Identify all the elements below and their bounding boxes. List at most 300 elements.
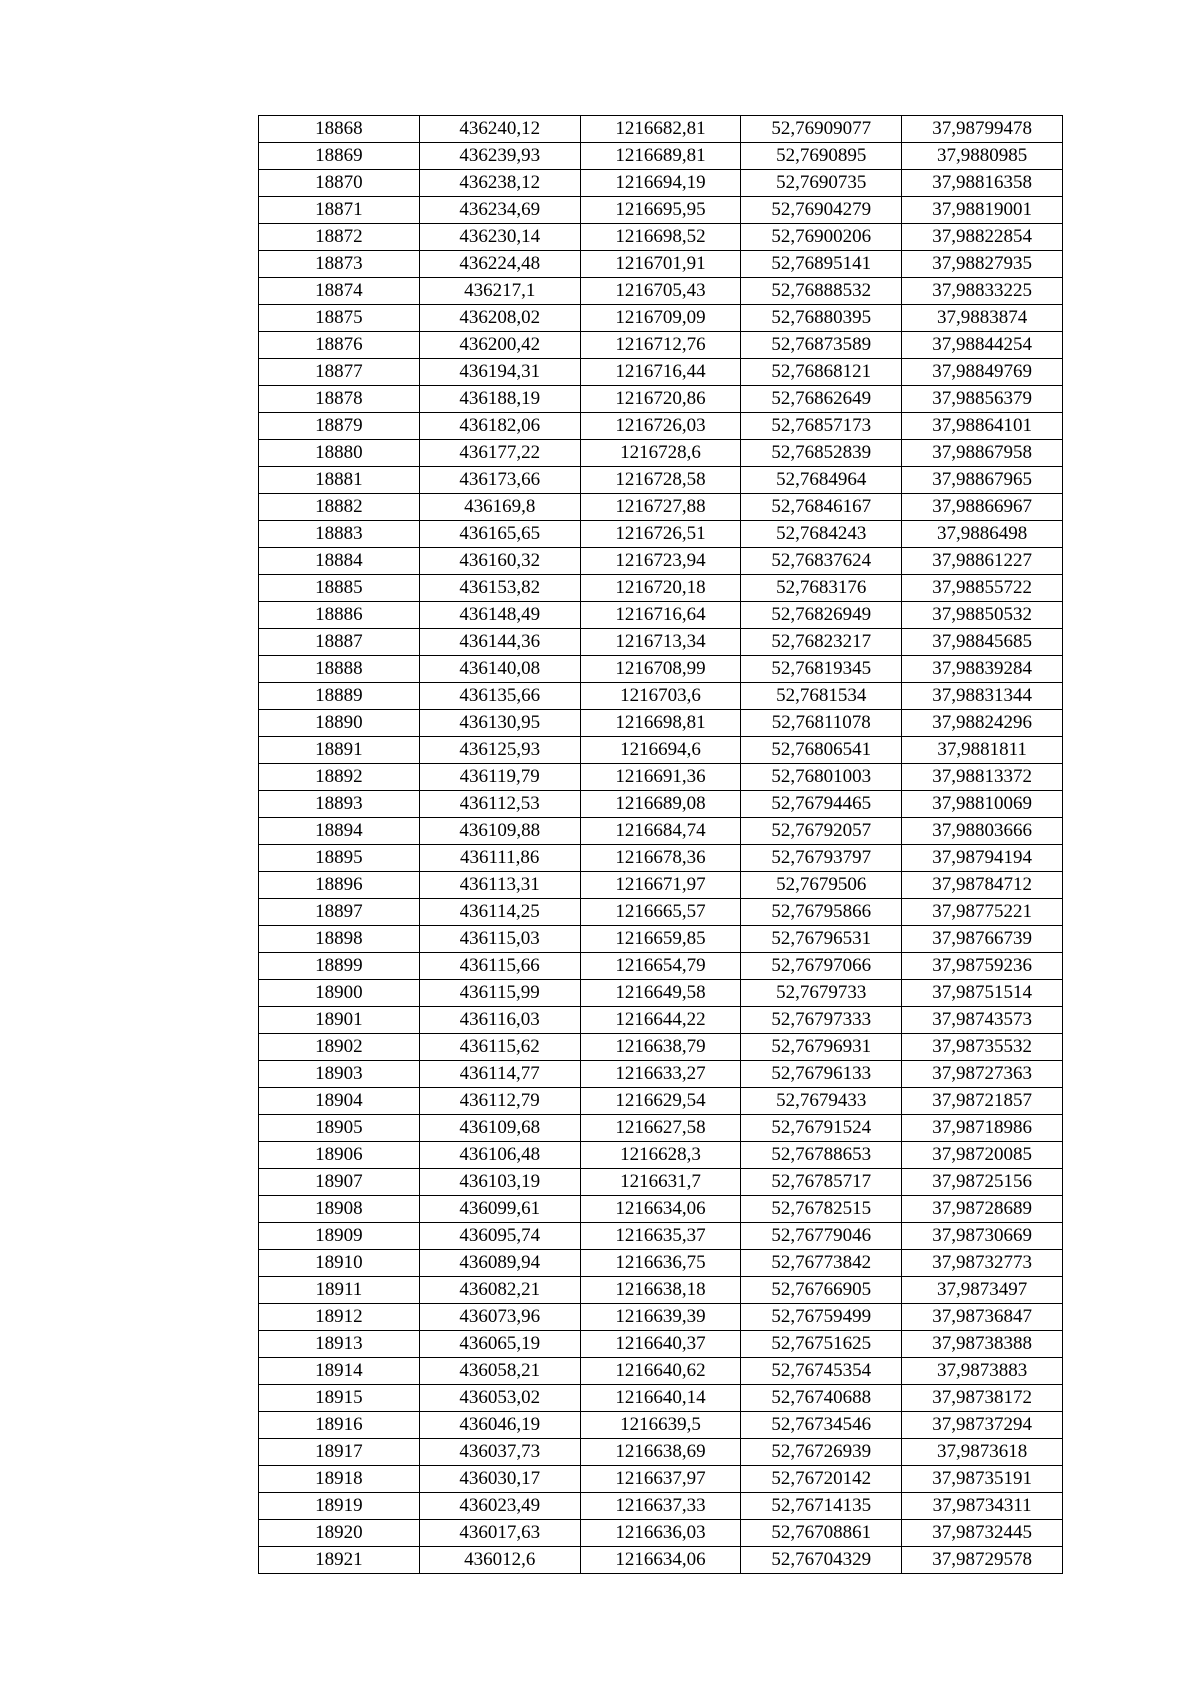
- table-row: [259, 440, 1063, 467]
- y-coordinate-cell: 1216684,74: [580, 818, 741, 845]
- table-row: [259, 791, 1063, 818]
- point-number-cell: 18895: [259, 845, 420, 872]
- x-coordinate-cell: 436194,31: [419, 359, 580, 386]
- longitude-cell: 37,98864101: [902, 413, 1063, 440]
- y-coordinate-cell: 1216701,91: [580, 251, 741, 278]
- point-number-cell: 18884: [259, 548, 420, 575]
- table-row: [259, 818, 1063, 845]
- x-coordinate-cell: 436182,06: [419, 413, 580, 440]
- table-row: [259, 1250, 1063, 1277]
- latitude-cell: 52,76795866: [741, 899, 902, 926]
- longitude-cell: 37,98735532: [902, 1034, 1063, 1061]
- longitude-cell: 37,98735191: [902, 1466, 1063, 1493]
- longitude-cell: 37,98799478: [902, 116, 1063, 143]
- y-coordinate-cell: 1216638,79: [580, 1034, 741, 1061]
- latitude-cell: 52,76811078: [741, 710, 902, 737]
- table-row: [259, 1331, 1063, 1358]
- latitude-cell: 52,76868121: [741, 359, 902, 386]
- longitude-cell: 37,9873618: [902, 1439, 1063, 1466]
- latitude-cell: 52,76745354: [741, 1358, 902, 1385]
- table-row: [259, 737, 1063, 764]
- x-coordinate-cell: 436095,74: [419, 1223, 580, 1250]
- longitude-cell: 37,98738172: [902, 1385, 1063, 1412]
- table-row: [259, 1385, 1063, 1412]
- y-coordinate-cell: 1216720,18: [580, 575, 741, 602]
- x-coordinate-cell: 436153,82: [419, 575, 580, 602]
- point-number-cell: 18872: [259, 224, 420, 251]
- latitude-cell: 52,76846167: [741, 494, 902, 521]
- longitude-cell: 37,98720085: [902, 1142, 1063, 1169]
- x-coordinate-cell: 436148,49: [419, 602, 580, 629]
- point-number-cell: 18889: [259, 683, 420, 710]
- table-row: [259, 494, 1063, 521]
- latitude-cell: 52,76793797: [741, 845, 902, 872]
- longitude-cell: 37,98844254: [902, 332, 1063, 359]
- latitude-cell: 52,76782515: [741, 1196, 902, 1223]
- y-coordinate-cell: 1216629,54: [580, 1088, 741, 1115]
- x-coordinate-cell: 436239,93: [419, 143, 580, 170]
- table-row: [259, 1007, 1063, 1034]
- latitude-cell: 52,76823217: [741, 629, 902, 656]
- x-coordinate-cell: 436073,96: [419, 1304, 580, 1331]
- longitude-cell: 37,98849769: [902, 359, 1063, 386]
- x-coordinate-cell: 436165,65: [419, 521, 580, 548]
- longitude-cell: 37,98759236: [902, 953, 1063, 980]
- latitude-cell: 52,7679733: [741, 980, 902, 1007]
- x-coordinate-cell: 436111,86: [419, 845, 580, 872]
- y-coordinate-cell: 1216723,94: [580, 548, 741, 575]
- latitude-cell: 52,76773842: [741, 1250, 902, 1277]
- longitude-cell: 37,98730669: [902, 1223, 1063, 1250]
- y-coordinate-cell: 1216694,6: [580, 737, 741, 764]
- point-number-cell: 18903: [259, 1061, 420, 1088]
- latitude-cell: 52,76797066: [741, 953, 902, 980]
- point-number-cell: 18878: [259, 386, 420, 413]
- latitude-cell: 52,76880395: [741, 305, 902, 332]
- latitude-cell: 52,76837624: [741, 548, 902, 575]
- x-coordinate-cell: 436023,49: [419, 1493, 580, 1520]
- point-number-cell: 18916: [259, 1412, 420, 1439]
- point-number-cell: 18896: [259, 872, 420, 899]
- y-coordinate-cell: 1216698,52: [580, 224, 741, 251]
- longitude-cell: 37,98819001: [902, 197, 1063, 224]
- latitude-cell: 52,76796133: [741, 1061, 902, 1088]
- table-row: [259, 1223, 1063, 1250]
- x-coordinate-cell: 436115,03: [419, 926, 580, 953]
- longitude-cell: 37,98850532: [902, 602, 1063, 629]
- x-coordinate-cell: 436119,79: [419, 764, 580, 791]
- point-number-cell: 18876: [259, 332, 420, 359]
- y-coordinate-cell: 1216728,58: [580, 467, 741, 494]
- table-row: [259, 170, 1063, 197]
- longitude-cell: 37,98839284: [902, 656, 1063, 683]
- x-coordinate-cell: 436046,19: [419, 1412, 580, 1439]
- y-coordinate-cell: 1216698,81: [580, 710, 741, 737]
- table-row: [259, 1277, 1063, 1304]
- x-coordinate-cell: 436115,62: [419, 1034, 580, 1061]
- y-coordinate-cell: 1216716,44: [580, 359, 741, 386]
- latitude-cell: 52,7684243: [741, 521, 902, 548]
- x-coordinate-cell: 436012,6: [419, 1547, 580, 1574]
- point-number-cell: 18918: [259, 1466, 420, 1493]
- latitude-cell: 52,76751625: [741, 1331, 902, 1358]
- longitude-cell: 37,98813372: [902, 764, 1063, 791]
- longitude-cell: 37,98855722: [902, 575, 1063, 602]
- point-number-cell: 18909: [259, 1223, 420, 1250]
- x-coordinate-cell: 436017,63: [419, 1520, 580, 1547]
- x-coordinate-cell: 436109,68: [419, 1115, 580, 1142]
- y-coordinate-cell: 1216682,81: [580, 116, 741, 143]
- latitude-cell: 52,7679433: [741, 1088, 902, 1115]
- y-coordinate-cell: 1216726,03: [580, 413, 741, 440]
- x-coordinate-cell: 436200,42: [419, 332, 580, 359]
- latitude-cell: 52,76708861: [741, 1520, 902, 1547]
- longitude-cell: 37,98810069: [902, 791, 1063, 818]
- latitude-cell: 52,7681534: [741, 683, 902, 710]
- longitude-cell: 37,98822854: [902, 224, 1063, 251]
- point-number-cell: 18905: [259, 1115, 420, 1142]
- table-row: [259, 1520, 1063, 1547]
- y-coordinate-cell: 1216637,97: [580, 1466, 741, 1493]
- longitude-cell: 37,98867958: [902, 440, 1063, 467]
- point-number-cell: 18897: [259, 899, 420, 926]
- x-coordinate-cell: 436058,21: [419, 1358, 580, 1385]
- y-coordinate-cell: 1216644,22: [580, 1007, 741, 1034]
- table-row: [259, 629, 1063, 656]
- y-coordinate-cell: 1216639,39: [580, 1304, 741, 1331]
- point-number-cell: 18915: [259, 1385, 420, 1412]
- y-coordinate-cell: 1216689,81: [580, 143, 741, 170]
- y-coordinate-cell: 1216678,36: [580, 845, 741, 872]
- latitude-cell: 52,76806541: [741, 737, 902, 764]
- y-coordinate-cell: 1216716,64: [580, 602, 741, 629]
- table-row: [259, 224, 1063, 251]
- table-row: [259, 548, 1063, 575]
- longitude-cell: 37,98845685: [902, 629, 1063, 656]
- point-number-cell: 18880: [259, 440, 420, 467]
- x-coordinate-cell: 436217,1: [419, 278, 580, 305]
- point-number-cell: 18907: [259, 1169, 420, 1196]
- y-coordinate-cell: 1216634,06: [580, 1196, 741, 1223]
- table-row: [259, 1439, 1063, 1466]
- latitude-cell: 52,76766905: [741, 1277, 902, 1304]
- y-coordinate-cell: 1216705,43: [580, 278, 741, 305]
- y-coordinate-cell: 1216726,51: [580, 521, 741, 548]
- longitude-cell: 37,98833225: [902, 278, 1063, 305]
- table-row: [259, 143, 1063, 170]
- x-coordinate-cell: 436106,48: [419, 1142, 580, 1169]
- point-number-cell: 18919: [259, 1493, 420, 1520]
- longitude-cell: 37,98794194: [902, 845, 1063, 872]
- x-coordinate-cell: 436224,48: [419, 251, 580, 278]
- y-coordinate-cell: 1216627,58: [580, 1115, 741, 1142]
- y-coordinate-cell: 1216638,69: [580, 1439, 741, 1466]
- latitude-cell: 52,76909077: [741, 116, 902, 143]
- point-number-cell: 18894: [259, 818, 420, 845]
- x-coordinate-cell: 436089,94: [419, 1250, 580, 1277]
- x-coordinate-cell: 436037,73: [419, 1439, 580, 1466]
- latitude-cell: 52,76796531: [741, 926, 902, 953]
- table-row: [259, 764, 1063, 791]
- longitude-cell: 37,98728689: [902, 1196, 1063, 1223]
- longitude-cell: 37,98867965: [902, 467, 1063, 494]
- longitude-cell: 37,98734311: [902, 1493, 1063, 1520]
- longitude-cell: 37,98861227: [902, 548, 1063, 575]
- x-coordinate-cell: 436082,21: [419, 1277, 580, 1304]
- x-coordinate-cell: 436177,22: [419, 440, 580, 467]
- point-number-cell: 18920: [259, 1520, 420, 1547]
- longitude-cell: 37,98743573: [902, 1007, 1063, 1034]
- x-coordinate-cell: 436240,12: [419, 116, 580, 143]
- latitude-cell: 52,76862649: [741, 386, 902, 413]
- latitude-cell: 52,76797333: [741, 1007, 902, 1034]
- latitude-cell: 52,76759499: [741, 1304, 902, 1331]
- latitude-cell: 52,76726939: [741, 1439, 902, 1466]
- table-row: [259, 899, 1063, 926]
- x-coordinate-cell: 436173,66: [419, 467, 580, 494]
- table-row: [259, 656, 1063, 683]
- latitude-cell: 52,76720142: [741, 1466, 902, 1493]
- x-coordinate-cell: 436030,17: [419, 1466, 580, 1493]
- point-number-cell: 18914: [259, 1358, 420, 1385]
- point-number-cell: 18910: [259, 1250, 420, 1277]
- longitude-cell: 37,98784712: [902, 872, 1063, 899]
- point-number-cell: 18869: [259, 143, 420, 170]
- latitude-cell: 52,76740688: [741, 1385, 902, 1412]
- table-row: [259, 251, 1063, 278]
- latitude-cell: 52,76788653: [741, 1142, 902, 1169]
- longitude-cell: 37,98751514: [902, 980, 1063, 1007]
- y-coordinate-cell: 1216695,95: [580, 197, 741, 224]
- longitude-cell: 37,98766739: [902, 926, 1063, 953]
- y-coordinate-cell: 1216633,27: [580, 1061, 741, 1088]
- x-coordinate-cell: 436234,69: [419, 197, 580, 224]
- point-number-cell: 18887: [259, 629, 420, 656]
- longitude-cell: 37,9886498: [902, 521, 1063, 548]
- y-coordinate-cell: 1216712,76: [580, 332, 741, 359]
- longitude-cell: 37,98729578: [902, 1547, 1063, 1574]
- table-row: [259, 1061, 1063, 1088]
- x-coordinate-cell: 436053,02: [419, 1385, 580, 1412]
- longitude-cell: 37,98856379: [902, 386, 1063, 413]
- latitude-cell: 52,76785717: [741, 1169, 902, 1196]
- y-coordinate-cell: 1216638,18: [580, 1277, 741, 1304]
- point-number-cell: 18899: [259, 953, 420, 980]
- table-row: [259, 1169, 1063, 1196]
- y-coordinate-cell: 1216689,08: [580, 791, 741, 818]
- x-coordinate-cell: 436238,12: [419, 170, 580, 197]
- longitude-cell: 37,9883874: [902, 305, 1063, 332]
- latitude-cell: 52,76791524: [741, 1115, 902, 1142]
- latitude-cell: 52,76873589: [741, 332, 902, 359]
- y-coordinate-cell: 1216640,37: [580, 1331, 741, 1358]
- longitude-cell: 37,98803666: [902, 818, 1063, 845]
- latitude-cell: 52,76904279: [741, 197, 902, 224]
- y-coordinate-cell: 1216728,6: [580, 440, 741, 467]
- latitude-cell: 52,76714135: [741, 1493, 902, 1520]
- point-number-cell: 18882: [259, 494, 420, 521]
- table-row: [259, 710, 1063, 737]
- x-coordinate-cell: 436116,03: [419, 1007, 580, 1034]
- longitude-cell: 37,98827935: [902, 251, 1063, 278]
- point-number-cell: 18911: [259, 1277, 420, 1304]
- longitude-cell: 37,98732773: [902, 1250, 1063, 1277]
- x-coordinate-cell: 436099,61: [419, 1196, 580, 1223]
- y-coordinate-cell: 1216654,79: [580, 953, 741, 980]
- point-number-cell: 18893: [259, 791, 420, 818]
- x-coordinate-cell: 436208,02: [419, 305, 580, 332]
- y-coordinate-cell: 1216634,06: [580, 1547, 741, 1574]
- latitude-cell: 52,7690895: [741, 143, 902, 170]
- x-coordinate-cell: 436135,66: [419, 683, 580, 710]
- latitude-cell: 52,76895141: [741, 251, 902, 278]
- table-row: [259, 1034, 1063, 1061]
- point-number-cell: 18877: [259, 359, 420, 386]
- table-row: [259, 953, 1063, 980]
- table-row: [259, 413, 1063, 440]
- y-coordinate-cell: 1216659,85: [580, 926, 741, 953]
- latitude-cell: 52,7683176: [741, 575, 902, 602]
- table-row: [259, 602, 1063, 629]
- y-coordinate-cell: 1216640,62: [580, 1358, 741, 1385]
- longitude-cell: 37,98775221: [902, 899, 1063, 926]
- y-coordinate-cell: 1216665,57: [580, 899, 741, 926]
- longitude-cell: 37,98721857: [902, 1088, 1063, 1115]
- point-number-cell: 18912: [259, 1304, 420, 1331]
- table-row: [259, 1493, 1063, 1520]
- y-coordinate-cell: 1216694,19: [580, 170, 741, 197]
- point-number-cell: 18870: [259, 170, 420, 197]
- longitude-cell: 37,9873883: [902, 1358, 1063, 1385]
- x-coordinate-cell: 436113,31: [419, 872, 580, 899]
- table-row: [259, 1142, 1063, 1169]
- point-number-cell: 18917: [259, 1439, 420, 1466]
- point-number-cell: 18891: [259, 737, 420, 764]
- x-coordinate-cell: 436112,79: [419, 1088, 580, 1115]
- coordinates-table: [258, 115, 1063, 1574]
- longitude-cell: 37,98831344: [902, 683, 1063, 710]
- table-row: [259, 278, 1063, 305]
- x-coordinate-cell: 436144,36: [419, 629, 580, 656]
- table-row: [259, 386, 1063, 413]
- x-coordinate-cell: 436109,88: [419, 818, 580, 845]
- x-coordinate-cell: 436160,32: [419, 548, 580, 575]
- y-coordinate-cell: 1216720,86: [580, 386, 741, 413]
- y-coordinate-cell: 1216649,58: [580, 980, 741, 1007]
- x-coordinate-cell: 436114,77: [419, 1061, 580, 1088]
- point-number-cell: 18873: [259, 251, 420, 278]
- table-row: [259, 305, 1063, 332]
- latitude-cell: 52,76792057: [741, 818, 902, 845]
- table-row: [259, 332, 1063, 359]
- latitude-cell: 52,76796931: [741, 1034, 902, 1061]
- latitude-cell: 52,76888532: [741, 278, 902, 305]
- point-number-cell: 18900: [259, 980, 420, 1007]
- y-coordinate-cell: 1216637,33: [580, 1493, 741, 1520]
- longitude-cell: 37,9873497: [902, 1277, 1063, 1304]
- y-coordinate-cell: 1216691,36: [580, 764, 741, 791]
- table-row: [259, 197, 1063, 224]
- table-row: [259, 359, 1063, 386]
- longitude-cell: 37,98727363: [902, 1061, 1063, 1088]
- point-number-cell: 18898: [259, 926, 420, 953]
- point-number-cell: 18881: [259, 467, 420, 494]
- point-number-cell: 18875: [259, 305, 420, 332]
- latitude-cell: 52,76819345: [741, 656, 902, 683]
- table-row: [259, 1466, 1063, 1493]
- latitude-cell: 52,76852839: [741, 440, 902, 467]
- y-coordinate-cell: 1216635,37: [580, 1223, 741, 1250]
- table-row: [259, 1304, 1063, 1331]
- table-row: [259, 1088, 1063, 1115]
- y-coordinate-cell: 1216713,34: [580, 629, 741, 656]
- table-row: [259, 1412, 1063, 1439]
- point-number-cell: 18888: [259, 656, 420, 683]
- x-coordinate-cell: 436065,19: [419, 1331, 580, 1358]
- x-coordinate-cell: 436103,19: [419, 1169, 580, 1196]
- longitude-cell: 37,98866967: [902, 494, 1063, 521]
- y-coordinate-cell: 1216631,7: [580, 1169, 741, 1196]
- latitude-cell: 52,76826949: [741, 602, 902, 629]
- x-coordinate-cell: 436115,99: [419, 980, 580, 1007]
- x-coordinate-cell: 436169,8: [419, 494, 580, 521]
- table-row: [259, 926, 1063, 953]
- latitude-cell: 52,76900206: [741, 224, 902, 251]
- point-number-cell: 18908: [259, 1196, 420, 1223]
- point-number-cell: 18892: [259, 764, 420, 791]
- table-row: [259, 1358, 1063, 1385]
- point-number-cell: 18913: [259, 1331, 420, 1358]
- x-coordinate-cell: 436130,95: [419, 710, 580, 737]
- x-coordinate-cell: 436125,93: [419, 737, 580, 764]
- latitude-cell: 52,76704329: [741, 1547, 902, 1574]
- y-coordinate-cell: 1216636,03: [580, 1520, 741, 1547]
- longitude-cell: 37,9881811: [902, 737, 1063, 764]
- y-coordinate-cell: 1216639,5: [580, 1412, 741, 1439]
- latitude-cell: 52,76779046: [741, 1223, 902, 1250]
- longitude-cell: 37,98718986: [902, 1115, 1063, 1142]
- longitude-cell: 37,98738388: [902, 1331, 1063, 1358]
- longitude-cell: 37,98824296: [902, 710, 1063, 737]
- point-number-cell: 18890: [259, 710, 420, 737]
- latitude-cell: 52,76794465: [741, 791, 902, 818]
- x-coordinate-cell: 436114,25: [419, 899, 580, 926]
- table-row: [259, 872, 1063, 899]
- latitude-cell: 52,7690735: [741, 170, 902, 197]
- y-coordinate-cell: 1216628,3: [580, 1142, 741, 1169]
- table-row: [259, 1115, 1063, 1142]
- longitude-cell: 37,98725156: [902, 1169, 1063, 1196]
- y-coordinate-cell: 1216709,09: [580, 305, 741, 332]
- point-number-cell: 18883: [259, 521, 420, 548]
- point-number-cell: 18874: [259, 278, 420, 305]
- latitude-cell: 52,7679506: [741, 872, 902, 899]
- y-coordinate-cell: 1216636,75: [580, 1250, 741, 1277]
- point-number-cell: 18871: [259, 197, 420, 224]
- longitude-cell: 37,98816358: [902, 170, 1063, 197]
- longitude-cell: 37,9880985: [902, 143, 1063, 170]
- table-row: [259, 1196, 1063, 1223]
- y-coordinate-cell: 1216640,14: [580, 1385, 741, 1412]
- longitude-cell: 37,98736847: [902, 1304, 1063, 1331]
- latitude-cell: 52,7684964: [741, 467, 902, 494]
- table-row: [259, 116, 1063, 143]
- point-number-cell: 18906: [259, 1142, 420, 1169]
- latitude-cell: 52,76801003: [741, 764, 902, 791]
- point-number-cell: 18886: [259, 602, 420, 629]
- x-coordinate-cell: 436112,53: [419, 791, 580, 818]
- table-row: [259, 845, 1063, 872]
